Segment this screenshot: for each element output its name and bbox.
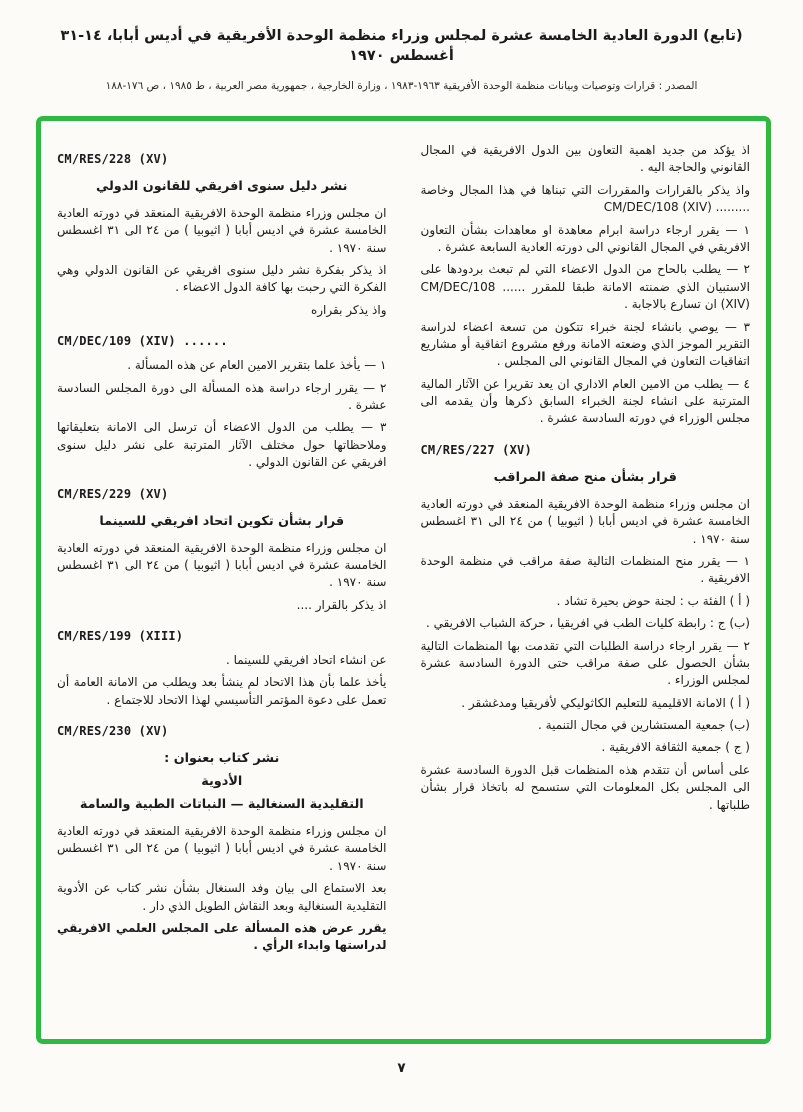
resolution-title: التقليدية السنغالية — النباتات الطبية والسامة — [79, 797, 364, 813]
resolution-title: الأدوية — [201, 774, 243, 790]
paragraph: ( ج ) جمعية الثقافة الافريقية . — [601, 740, 750, 755]
paragraph: يقرر عرض هذه المسألة على المجلس العلمي الافريقي لدراستها وابداء الرأي . — [57, 920, 387, 953]
paragraph: واذ يذكر بالقرارات والمقررات التي تبناها في هذا المجال وخاصة ......... CM/DEC/108 (XIV)‎ — [420, 182, 750, 215]
resolution-ref: CM/RES/228 (XV) — [57, 152, 169, 166]
resolution-ref: CM/DEC/109 (XIV) ...... — [57, 334, 228, 349]
highlight-border — [36, 116, 771, 1044]
source-note: المصدر : قرارات وتوصيات وبيانات منظمة الوحدة الأفريقية ١٩٦٣-١٩٨٣ ، وزارة الخارجية ، جمهورية مصر العربية ، ط ١٩٨٥ ، ص ١٧٦-١٨٨ — [105, 79, 698, 92]
document-title: (تابع) الدورة العادية الخامسة عشرة لمجلس وزراء منظمة الوحدة الأفريقية في أديس أبابا، ١٤-٣١ أغسطس ١٩٧٠ — [60, 28, 743, 65]
paragraph: عن انشاء اتحاد افريقي للسينما . — [225, 653, 387, 668]
paragraph: اذ يذكر بالقرار .... — [296, 597, 387, 612]
column-right — [421, 137, 751, 1029]
paragraph: بعد الاستماع الى بيان وفد السنغال بشأن نشر كتاب عن الأدوية التقليدية السنغالية وبعد النقاش الطويل الذي دار . — [57, 881, 387, 913]
paragraph: ٢ — يقرر ارجاء دراسة هذه المسألة الى دورة المجلس السادسة عشرة . — [57, 380, 387, 413]
paragraph: ان مجلس وزراء منظمة الوحدة الافريقية المنعقد في دورته العادية الخامسة عشرة في اديس أبابا ( اثيوبيا ) من ٢٤ الى ٣١ اغسطس سنة ١٩٧٠ . — [57, 823, 387, 873]
resolution-title: قرار بشأن منح صفة المراقب — [493, 469, 677, 485]
column-left — [57, 137, 387, 1029]
paragraph: ١ — يقرر منح المنظمات التالية صفة مراقب في منظمة الوحدة الافريقية . — [420, 553, 750, 586]
paragraph: ان مجلس وزراء منظمة الوحدة الافريقية المنعقد في دورته العادية الخامسة عشرة في اديس أبابا ( اثيوبيا ) من ٢٤ الى ٣١ اغسطس سنة ١٩٧٠ . — [57, 540, 387, 590]
paragraph: ان مجلس وزراء منظمة الوحدة الافريقية المنعقد في دورته العادية الخامسة عشرة في اديس أبابا ( اثيوبيا ) من ٢٤ الى ٣١ اغسطس سنة ١٩٧٠ . — [57, 205, 387, 255]
resolution-ref: CM/RES/229 (XV) — [57, 486, 169, 501]
resolution-title: نشر دليل سنوى افريقي للقانون الدولي — [96, 179, 348, 194]
paragraph: (ب) جمعية المستشارين في مجال التنمية . — [538, 718, 750, 733]
paragraph: ٣ — يطلب من الدول الاعضاء أن ترسل الى الامانة بتعليقاتها وملاحظاتها حول مختلف الآثار المترتبة على نشر دليل سنوى افريقي عن القانون الدولي . — [57, 420, 387, 470]
paragraph: ( أ ) الفئة ب : لجنة حوض بحيرة تشاد . — [556, 593, 750, 608]
page-number: ٧ — [397, 1060, 406, 1076]
paragraph: يأخذ علما بأن هذا الاتحاد لم ينشأ بعد ويطلب من الامانة العامة أن تعمل على دعوة المؤتمر التأسيسي لهذا الاتحاد للاجتماع . — [57, 675, 387, 707]
page-header — [0, 0, 803, 92]
paragraph: ٢ — يقرر ارجاء دراسة الطلبات التي تقدمت بها المنظمات التالية بشأن الحصول على صفة مراقب حتى الدورة السادسة عشرة لمجلس الوزراء . — [420, 638, 750, 688]
text-columns — [57, 137, 750, 1029]
paragraph: ٣ — يوصي بانشاء لجنة خبراء تتكون من تسعة اعضاء لدراسة التقرير الموجز الذي وضعته الامانة ورفع مشروع اتفاقية أو مشاريع اتفاقيات التعاون في المجال القانوني الى المجلس . — [420, 319, 750, 369]
paragraph: ١ — يأخذ علما بتقرير الامين العام عن هذه المسألة . — [127, 358, 387, 373]
paragraph: اذ يذكر بفكرة نشر دليل سنوى افريقي عن القانون الدولي وهي الفكرة التي رحبت بها كافة الدول الاعضاء . — [57, 263, 387, 295]
paragraph: ( أ ) الامانة الاقليمية للتعليم الكاثوليكي لأفريقيا ومدغشقر . — [461, 695, 750, 710]
resolution-title: قرار بشأن تكوين اتحاد افريقي للسينما — [99, 513, 345, 529]
resolution-title: نشر كتاب بعنوان : — [164, 751, 280, 767]
paragraph: على أساس أن تتقدم هذه المنظمات قبل الدورة السادسة عشرة الى المجلس بكل المعلومات التي ستسمح له باتخاذ قرار بشأن طلباتها . — [420, 762, 750, 812]
paragraph: ٢ — يطلب بالحاح من الدول الاعضاء التي لم تبعث بردودها على الاستبيان الذي ضمنته الامانة طبقا للمقرر ...... CM/DEC/108 (XIV)‎ ان تسارع بالاجابة . — [420, 262, 750, 312]
resolution-ref: CM/RES/199 (XIII) — [57, 629, 184, 644]
paragraph: (ب) ج : رابطة كليات الطب في افريقيا ، حركة الشباب الافريقي . — [425, 616, 750, 631]
paragraph: اذ يؤكد من جديد اهمية التعاون بين الدول الافريقية في المجال القانوني والحاجة اليه . — [420, 143, 750, 175]
resolution-ref: CM/RES/227 (XV) — [420, 442, 532, 457]
paragraph: ١ — يقرر ارجاء دراسة ابرام معاهدة او معاهدات بشأن التعاون الافريقي في المجال القانوني الى دورته العادية السابعة عشرة . — [420, 222, 750, 254]
paragraph: ان مجلس وزراء منظمة الوحدة الافريقية المنعقد في دورته العادية الخامسة عشرة في اديس أبابا ( اثيوبيا ) من ٢٤ الى ٣١ اغسطس سنة ١٩٧٠ . — [420, 496, 750, 546]
paragraph: واذ يذكر بقراره — [310, 302, 387, 317]
resolution-ref: CM/RES/230 (XV) — [57, 724, 169, 739]
paragraph: ٤ — يطلب من الامين العام الاداري ان يعد تقريرا عن الآثار المالية المترتبة على انشاء لجنة الخبراء السابق ذكرها وأن يقدمه الى مجلس الوزراء في دورته السادسة عشرة . — [420, 376, 750, 426]
